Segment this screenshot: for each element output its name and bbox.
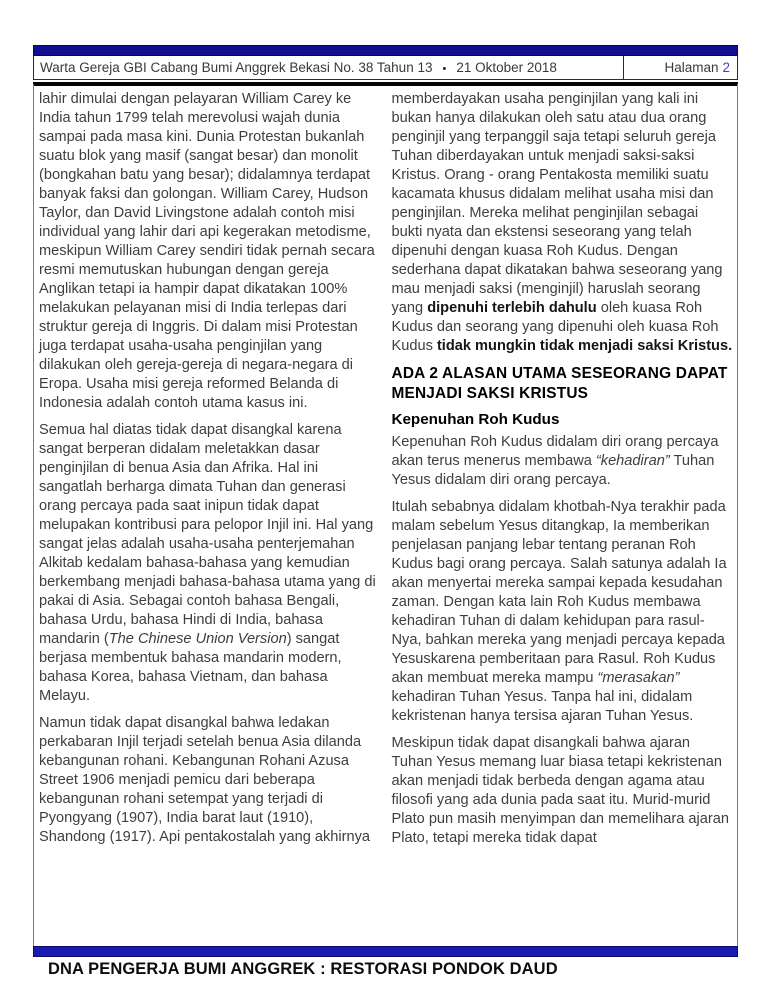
section-heading — [392, 364, 734, 404]
bulletin-title — [34, 60, 623, 75]
footer-accent-bar — [33, 946, 738, 957]
header-accent-bar — [33, 45, 738, 56]
text-segment: Tuhan Yesus didalam diri orang percaya. — [391, 453, 715, 488]
text-segment: The Chinese Union Version — [108, 631, 287, 647]
page-number-box — [623, 56, 737, 79]
text-segment: Kepenuhan Roh Kudus — [391, 411, 560, 428]
paragraph — [39, 421, 381, 706]
paragraph — [39, 714, 381, 847]
text-segment: oleh kuasa Roh Kudus dan seorang yang dipenuhi oleh kuasa Roh Kudus — [391, 300, 719, 354]
text-segment: “merasakan” — [597, 670, 680, 686]
left-column — [39, 90, 381, 946]
text-segment: ) sangat berjasa membentuk bahasa mandarin modern, bahasa Korea, bahasa Vietnam, dan bahasa Melayu. — [39, 631, 342, 704]
section-subheading — [392, 410, 734, 429]
text-segment: dipenuhi terlebih dahulu — [427, 300, 597, 316]
text-segment: Semua hal diatas tidak dapat disangkal karena sangat berperan didalam meletakkan dasar penginjilan di benua Asia dan Afrika. Hal ini sangatlah berharga dimata Tuhan dan generasi orang percaya pada saat inipun tidak dapat melupakan kontribusi para pelopor Injil ini. Hal yang sangat jelas adalah usaha-usaha penterjemahan Alkitab kedalam bahasa-bahasa yang kemudian berkembang menjadi bahasa-bahasa utama yang di pakai di Asia. Sebagai contoh bahasa Bengali, bahasa Urdu, bahasa Hindi di India, bahasa mandarin ( — [39, 422, 376, 647]
text-segment: Itulah sebabnya didalam khotbah-Nya terakhir pada malam sebelum Yesus ditangkap, Ia memberikan penjelasan panjang lebar tentang peranan Roh Kudus bagi orang percaya. Salah satunya adalah Ia akan menyertai mereka sampai kepada kesudahan zaman. Dengan kata lain Roh Kudus membawa kehadiran Tuhan di dalam kehidupan para rasul-Nya, bahkan mereka yang menjadi percaya kepada Yesuskarena pemberitaan para Rasul. Roh Kudus akan membuat mereka mampu — [391, 499, 727, 686]
text-segment: “kehadiran” — [595, 453, 670, 469]
text-segment: memberdayakan usaha penginjilan yang kali ini bukan hanya dilakukan oleh satu atau dua orang penginjil yang terpanggil saja tetapi seluruh gereja Tuhan diberdayakan untuk menjadi saksi-saksi Kristus. Orang - orang Pentakosta memiliki suatu kacamata khusus didalam melihat usaha misi dan penginjilan. Mereka melihat penginjilan sebagai bukti nyata dan ekstensi seseorang yang telah dipenuhi dengan kuasa Roh Kudus. Dengan sederhana dapat dikatakan bahwa seseorang yang mau menjadi saksi (menginjil) haruslah seorang yang — [391, 91, 723, 316]
text-segment: Kepenuhan Roh Kudus didalam diri orang percaya akan terus menerus membawa — [391, 434, 719, 469]
text-segment: ADA 2 ALASAN UTAMA SESEORANG DAPAT MENJADI SAKSI KRISTUS — [391, 365, 728, 402]
header-title-row — [33, 56, 738, 80]
text-segment: tidak mungkin tidak menjadi saksi Kristus. — [436, 338, 733, 354]
footer-slogan: DNA PENGERJA BUMI ANGGREK : RESTORASI PONDOK DAUD — [48, 960, 558, 978]
page-number-label: Halaman — [664, 60, 719, 75]
right-column — [392, 90, 734, 946]
bullet-separator-icon: • — [442, 63, 447, 75]
paragraph — [392, 433, 734, 490]
text-segment: Meskipun tidak dapat disangkali bahwa ajaran Tuhan Yesus memang luar biasa tetapi kekristenan akan menjadi tidak berbeda dengan agama atau filosofi yang ada dunia pada saat itu. Murid-murid Plato pun masih menyimpan dan memelihara ajaran Plato, tetapi mereka tidak dapat — [391, 735, 729, 846]
text-segment: Namun tidak dapat disangkal bahwa ledakan perkabaran Injil terjadi setelah benua Asia dilanda kebangunan rohani. Kebangunan Rohani Azusa Street 1906 menjadi pemicu dari beberapa kebangunan rohani setempat yang terjadi di Pyongyang (1907), India barat laut (1910), Shandong (1917). Api pentakostalah yang akhirnya — [39, 715, 371, 845]
page-number-value: 2 — [722, 60, 730, 75]
text-segment: kehadiran Tuhan Yesus. Tanpa hal ini, didalam kekristenan hanya tersisa ajaran Tuhan Yesus. — [391, 689, 694, 724]
page-header — [33, 45, 738, 86]
bulletin-title-text: Warta Gereja GBI Cabang Bumi Anggrek Bekasi No. 38 Tahun 13 — [40, 60, 433, 75]
paragraph — [39, 90, 381, 413]
article-body — [33, 84, 738, 946]
text-segment: lahir dimulai dengan pelayaran William Carey ke India tahun 1799 telah merevolusi wajah dunia sampai pada masa kini. Dunia Protestan bukanlah suatu blok yang masif (sangat besar) dan monolit (bongkahan batu yang besar); didalamnya terdapat banyak faksi dan golongan. William Carey, Hudson Taylor, dan David Livingstone adalah contoh misi individual yang lahir dari api kegerakan metodisme, meskipun William Carey sendiri tidak pernah secara resmi memutuskan hubungan dengan gereja Anglikan tetapi ia hampir dapat dikatakan 100% melakukan pelayanan misi di India terlepas dari struktur gereja di Inggris. Di dalam misi Protestan juga terdapat usaha-usaha penginjilan yang dilakukan oleh gereja-gereja di negara-negara di Eropa. Usaha misi gereja reformed Belanda di Indonesia adalah contoh utama kasus ini. — [39, 91, 375, 411]
paragraph — [392, 90, 734, 356]
bulletin-date: 21 Oktober 2018 — [456, 60, 557, 75]
paragraph — [392, 498, 734, 726]
paragraph — [392, 734, 734, 848]
